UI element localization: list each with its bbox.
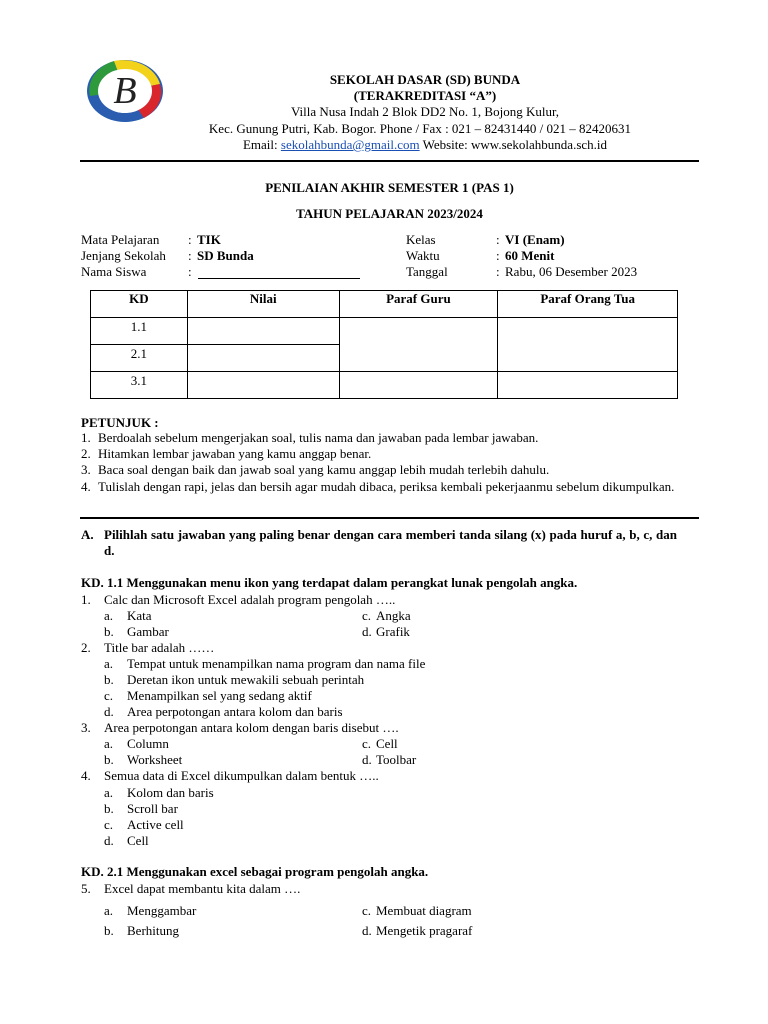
question-number: 5. <box>81 881 91 896</box>
option-b[interactable]: Berhitung <box>127 923 179 938</box>
option-letter: b. <box>104 672 114 687</box>
option-letter: b. <box>104 624 114 639</box>
class-value: VI (Enam) <box>505 232 565 247</box>
section-a-letter: A. <box>81 527 94 542</box>
option-letter: d. <box>362 923 372 938</box>
option-letter: c. <box>362 736 372 751</box>
kd-cell: 3.1 <box>91 372 188 399</box>
option-b[interactable]: Worksheet <box>127 752 183 767</box>
option-b[interactable]: Deretan ikon untuk mewakili sebuah perintah <box>127 672 365 687</box>
option-c[interactable]: Active cell <box>127 817 184 832</box>
option-d[interactable]: Area perpotongan antara kolom dan baris <box>127 704 343 719</box>
question-text: Excel dapat membantu kita dalam …. <box>104 881 301 896</box>
header-kd: KD <box>91 291 188 318</box>
option-letter: d. <box>104 704 114 719</box>
paraf-guru-cell[interactable] <box>339 318 498 372</box>
header-nilai: Nilai <box>187 291 339 318</box>
class-label: Kelas <box>406 232 436 247</box>
instruction-item: Baca soal dengan baik dan jawab soal yang kamu anggap lebih mudah terlebih dahulu. <box>98 462 550 477</box>
colon: : <box>188 248 192 263</box>
kd-cell: 1.1 <box>91 318 188 345</box>
kd1-title: KD. 1.1 Menggunakan menu ikon yang terdapat dalam perangkat lunak pengolah angka. <box>81 575 578 590</box>
option-c[interactable]: Cell <box>376 736 398 751</box>
instructions-title: PETUNJUK : <box>81 415 159 430</box>
option-b[interactable]: Scroll bar <box>127 801 178 816</box>
option-letter: b. <box>104 923 114 938</box>
name-label: Nama Siswa <box>81 264 147 279</box>
school-contact <box>152 137 698 153</box>
question-text: Calc dan Microsoft Excel adalah program pengolah ….. <box>104 592 396 607</box>
instruction-item: Berdoalah sebelum mengerjakan soal, tulis nama dan jawaban pada lembar jawaban. <box>98 430 539 445</box>
date-label: Tanggal <box>406 264 448 279</box>
logo-letter: B <box>113 70 137 112</box>
instruction-item: Hitamkan lembar jawaban yang kamu anggap benar. <box>98 446 372 461</box>
nilai-cell[interactable] <box>187 372 339 399</box>
name-field[interactable] <box>198 266 360 283</box>
instruction-number: 3. <box>81 462 91 477</box>
option-a[interactable]: Kata <box>127 608 152 623</box>
school-accreditation: (TERAKREDITASI “A”) <box>353 88 497 103</box>
paraf-orang-tua-cell[interactable] <box>498 372 678 399</box>
option-letter: b. <box>104 801 114 816</box>
subject-value: TIK <box>197 232 221 247</box>
option-a[interactable]: Column <box>127 736 169 751</box>
exam-title: PENILAIAN AKHIR SEMESTER 1 (PAS 1) <box>265 180 514 195</box>
email-label: Email: <box>242 137 278 152</box>
school-address-line-2: Kec. Gunung Putri, Kab. Bogor. Phone / Fax : 021 – 82431440 / 021 – 82420631 <box>208 121 632 136</box>
option-letter: c. <box>362 903 372 918</box>
paraf-orang-tua-cell[interactable] <box>498 318 678 372</box>
question-text: Title bar adalah …… <box>104 640 215 655</box>
option-letter: a. <box>104 608 114 623</box>
option-letter: c. <box>104 688 114 703</box>
colon: : <box>188 232 192 247</box>
question-number: 4. <box>81 768 91 783</box>
section-divider <box>80 517 699 519</box>
colon: : <box>496 264 500 279</box>
website-text: Website: www.sekolahbunda.sch.id <box>422 137 608 152</box>
header-paraf-guru: Paraf Guru <box>339 291 498 318</box>
option-letter: d. <box>104 833 114 848</box>
instruction-item: Tulislah dengan rapi, jelas dan bersih agar mudah dibaca, periksa kembali pekerjaanmu sebelum dikumpulkan. <box>98 479 675 494</box>
option-d[interactable]: Grafik <box>376 624 410 639</box>
grade-table <box>90 290 678 399</box>
date-value: Rabu, 06 Desember 2023 <box>505 264 638 279</box>
option-c[interactable]: Angka <box>376 608 411 623</box>
option-letter: c. <box>104 817 114 832</box>
option-d[interactable]: Cell <box>127 833 149 848</box>
option-letter: a. <box>104 656 114 671</box>
option-letter: a. <box>104 785 114 800</box>
instruction-number: 4. <box>81 479 91 494</box>
option-letter: a. <box>104 903 114 918</box>
option-letter: c. <box>362 608 372 623</box>
question-text: Area perpotongan antara kolom dengan baris disebut …. <box>104 720 399 735</box>
option-a[interactable]: Tempat untuk menampilkan nama program dan nama file <box>127 656 426 671</box>
option-letter: d. <box>362 624 372 639</box>
table-header-row <box>91 291 678 318</box>
colon: : <box>188 264 192 279</box>
header-paraf-orang-tua: Paraf Orang Tua <box>498 291 678 318</box>
level-label: Jenjang Sekolah <box>81 248 166 263</box>
table-row <box>91 318 678 345</box>
option-a[interactable]: Menggambar <box>127 903 197 918</box>
option-letter: d. <box>362 752 372 767</box>
question-number: 1. <box>81 592 91 607</box>
nilai-cell[interactable] <box>187 318 339 345</box>
question-number: 2. <box>81 640 91 655</box>
option-c[interactable]: Membuat diagram <box>376 903 472 918</box>
kd-cell: 2.1 <box>91 345 188 372</box>
school-address-line-1: Villa Nusa Indah 2 Blok DD2 No. 1, Bojong Kulur, <box>290 104 560 119</box>
option-d[interactable]: Toolbar <box>376 752 417 767</box>
paraf-guru-cell[interactable] <box>339 372 498 399</box>
kd2-title: KD. 2.1 Menggunakan excel sebagai program pengolah angka. <box>81 864 429 879</box>
option-d[interactable]: Mengetik pragaraf <box>376 923 473 938</box>
colon: : <box>496 248 500 263</box>
option-letter: a. <box>104 736 114 751</box>
time-value: 60 Menit <box>505 248 555 263</box>
option-c[interactable]: Menampilkan sel yang sedang aktif <box>127 688 312 703</box>
colon: : <box>496 232 500 247</box>
instruction-number: 2. <box>81 446 91 461</box>
level-value: SD Bunda <box>197 248 254 263</box>
question-text: Semua data di Excel dikumpulkan dalam bentuk ….. <box>104 768 379 783</box>
school-name: SEKOLAH DASAR (SD) BUNDA <box>329 72 521 87</box>
section-a-instructions: Pilihlah satu jawaban yang paling benar dengan cara memberi tanda silang (x) pada huruf a, b, c, dan d. <box>104 527 677 558</box>
instruction-number: 1. <box>81 430 91 445</box>
table-row <box>91 372 678 399</box>
exam-year: TAHUN PELAJARAN 2023/2024 <box>296 206 483 221</box>
question-number: 3. <box>81 720 91 735</box>
header-divider <box>80 160 699 162</box>
subject-label: Mata Pelajaran <box>81 232 160 247</box>
nilai-cell[interactable] <box>187 345 339 372</box>
email-link[interactable]: sekolahbunda@gmail.com <box>280 137 420 152</box>
option-a[interactable]: Kolom dan baris <box>127 785 214 800</box>
option-letter: b. <box>104 752 114 767</box>
option-b[interactable]: Gambar <box>127 624 169 639</box>
time-label: Waktu <box>406 248 440 263</box>
